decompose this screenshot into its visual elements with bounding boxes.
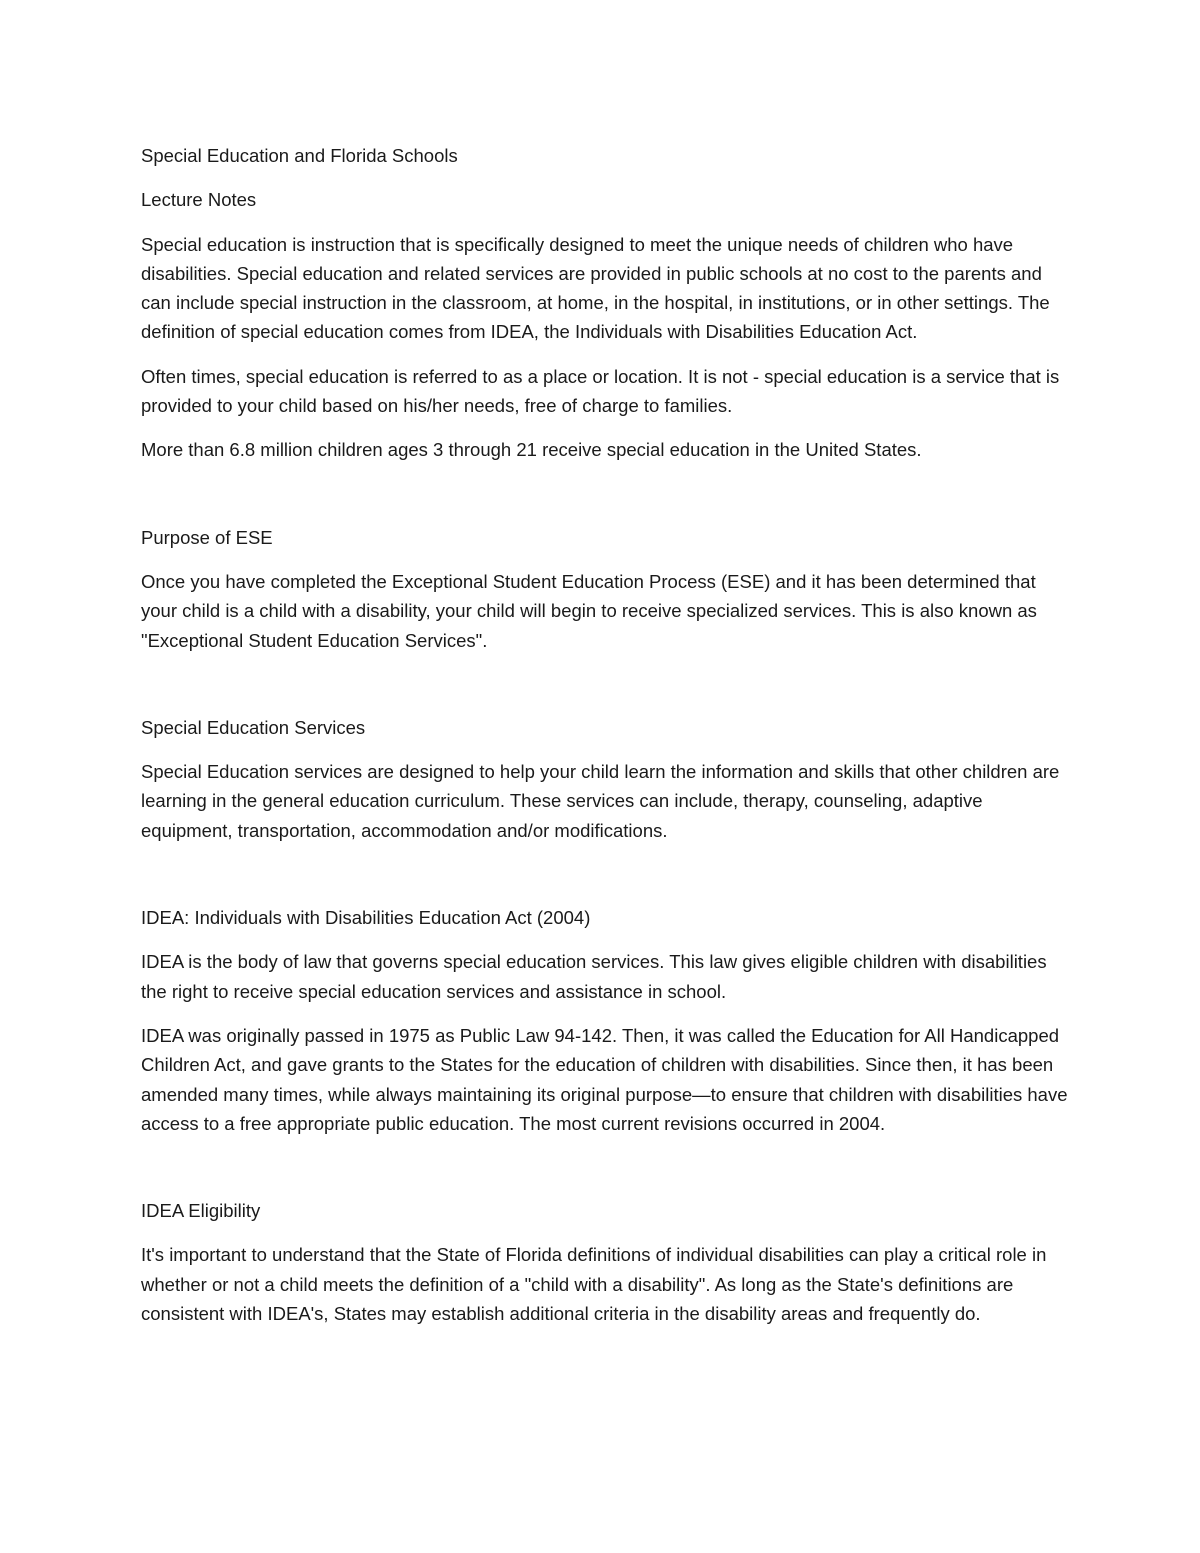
section-heading: Special Education Services: [141, 716, 366, 738]
document-subtitle: Lecture Notes: [141, 189, 257, 211]
section-paragraph: It's important to understand that the State of Florida definitions of individual disabilities can play a critical role in whether or not a child meets the definition of a "child with a disability". As long as the State's definitions are consistent with IDEA's, States may establish additional criteria in the disability areas and frequently do.: [141, 1244, 1047, 1325]
intro-paragraph: More than 6.8 million children ages 3 through 21 receive special education in the United States.: [141, 439, 922, 461]
document-body: [141, 141, 1071, 1328]
document-title: Special Education and Florida Schools: [141, 145, 458, 166]
section-paragraph: Special Education services are designed to help your child learn the information and skills that other children are learning in the general education curriculum. These services can include, therapy, counseling, adaptive equipment, transportation, accommodation and/or modifications.: [141, 761, 1060, 841]
section-heading: IDEA: Individuals with Disabilities Education Act (2004): [141, 907, 591, 929]
intro-paragraph: Special education is instruction that is specifically designed to meet the unique needs of children who have disabilities. Special education and related services are provided in public schools at no cost to the parents and can include special instruction in the classroom, at home, in the hospital, in institutions, or in other settings. The definition of special education comes from IDEA, the Individuals with Disabilities Education Act.: [141, 233, 1050, 343]
intro-paragraph: Often times, special education is referred to as a place or location. It is not - special education is a service that is provided to your child based on his/her needs, free of charge to families.: [141, 365, 1060, 417]
section-heading: IDEA Eligibility: [141, 1200, 261, 1222]
section-paragraph: IDEA was originally passed in 1975 as Public Law 94-142. Then, it was called the Education for All Handicapped Children Act, and gave grants to the States for the education of children with disabilities. Since then, it has been amended many times, while always maintaining its original purpose—to ensure that children with disabilities have access to a free appropriate public education. The most current revisions occurred in 2004.: [141, 1024, 1068, 1134]
section-heading: Purpose of ESE: [141, 526, 273, 548]
section-paragraph: Once you have completed the Exceptional Student Education Process (ESE) and it has been determined that your child is a child with a disability, your child will begin to receive specialized services. This is also known as "Exceptional Student Education Services".: [141, 570, 1037, 651]
section-paragraph: IDEA is the body of law that governs special education services. This law gives eligible children with disabilities the right to receive special education services and assistance in school.: [141, 951, 1047, 1002]
